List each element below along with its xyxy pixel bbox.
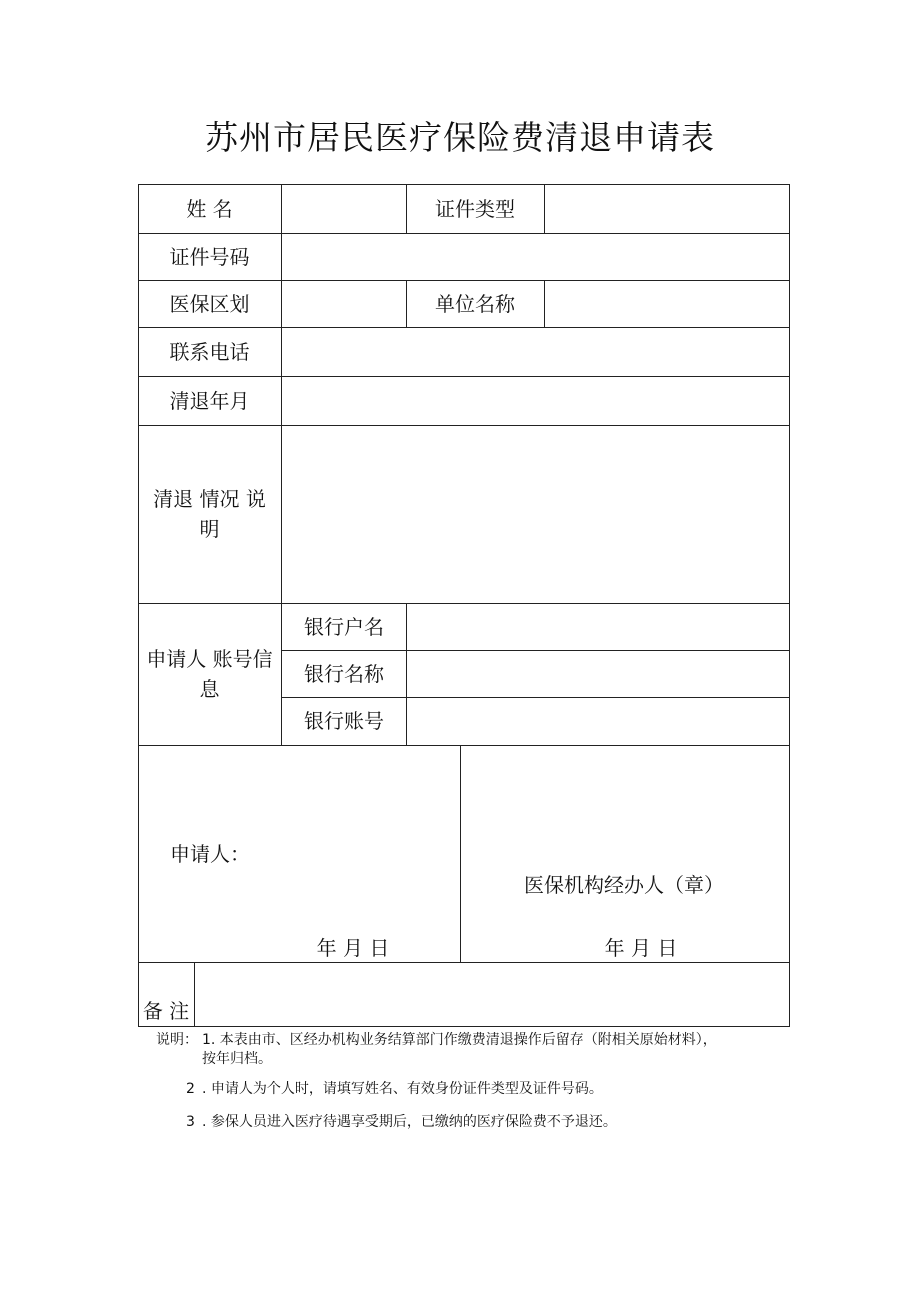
refund-reason-label-line2: 明 [199, 517, 220, 541]
refund-month-field[interactable] [282, 376, 789, 425]
name-label: 姓 名 [186, 196, 233, 221]
bank-name-label: 银行名称 [304, 661, 384, 686]
id-type-field[interactable] [545, 184, 789, 233]
applicant-label: 申请人： [170, 842, 250, 866]
note-item-3-text: . 参保人员进入医疗待遇享受期后，已缴纳的医疗保险费不予退还。 [202, 1114, 617, 1130]
refund-month-label: 清退年月 [169, 388, 250, 413]
refund-reason-label-line1: 清退 情况 说 [153, 487, 266, 511]
phone-label: 联系电话 [169, 339, 250, 364]
account-info-label [138, 603, 281, 745]
bank-account-field[interactable] [407, 697, 789, 745]
bank-name-field[interactable] [407, 650, 789, 697]
medical-region-label: 医保区划 [169, 291, 250, 316]
form-title: 苏州市居民医疗保险费清退申请表 [205, 118, 715, 157]
notes-prefix: 说明： [156, 1032, 198, 1048]
bank-holder-label: 银行户名 [304, 614, 384, 639]
border-right [789, 184, 790, 1027]
agency-signature-label: 医保机构经办人（章） [524, 873, 724, 897]
refund-application-form [138, 184, 790, 1027]
refund-reason-label [138, 425, 281, 603]
name-field[interactable] [282, 184, 406, 233]
remarks-field[interactable] [195, 963, 789, 1026]
account-info-label-line2: 息 [199, 677, 220, 701]
phone-field[interactable] [282, 327, 789, 376]
employer-field[interactable] [545, 280, 789, 327]
row-divider [138, 745, 790, 746]
remarks-label: 备 注 [142, 999, 190, 1023]
note-item-3-number: 3 [186, 1114, 195, 1130]
id-type-label: 证件类型 [435, 196, 515, 221]
border-bottom [138, 1026, 790, 1027]
bank-account-label: 银行账号 [304, 709, 384, 733]
applicant-date: 年 月 日 [316, 936, 390, 960]
note-item-1-line1: 1. 本表由市、区经办机构业务结算部门作缴费清退操作后留存（附相关原始材料）， [202, 1032, 717, 1048]
note-item-2-number: 2 [186, 1081, 195, 1097]
agency-date: 年 月 日 [604, 936, 678, 960]
col-divider [460, 745, 461, 962]
employer-label: 单位名称 [435, 291, 515, 316]
note-item-2-text: . 申请人为个人时，请填写姓名、有效身份证件类型及证件号码。 [202, 1081, 603, 1097]
medical-region-field[interactable] [282, 280, 406, 327]
id-number-field[interactable] [282, 233, 789, 280]
bank-holder-field[interactable] [407, 603, 789, 650]
id-number-label: 证件号码 [169, 244, 250, 269]
refund-reason-field[interactable] [282, 425, 789, 603]
note-item-1-line2: 按年归档。 [202, 1051, 272, 1067]
account-info-label-line1: 申请人 账号信 [146, 647, 273, 671]
